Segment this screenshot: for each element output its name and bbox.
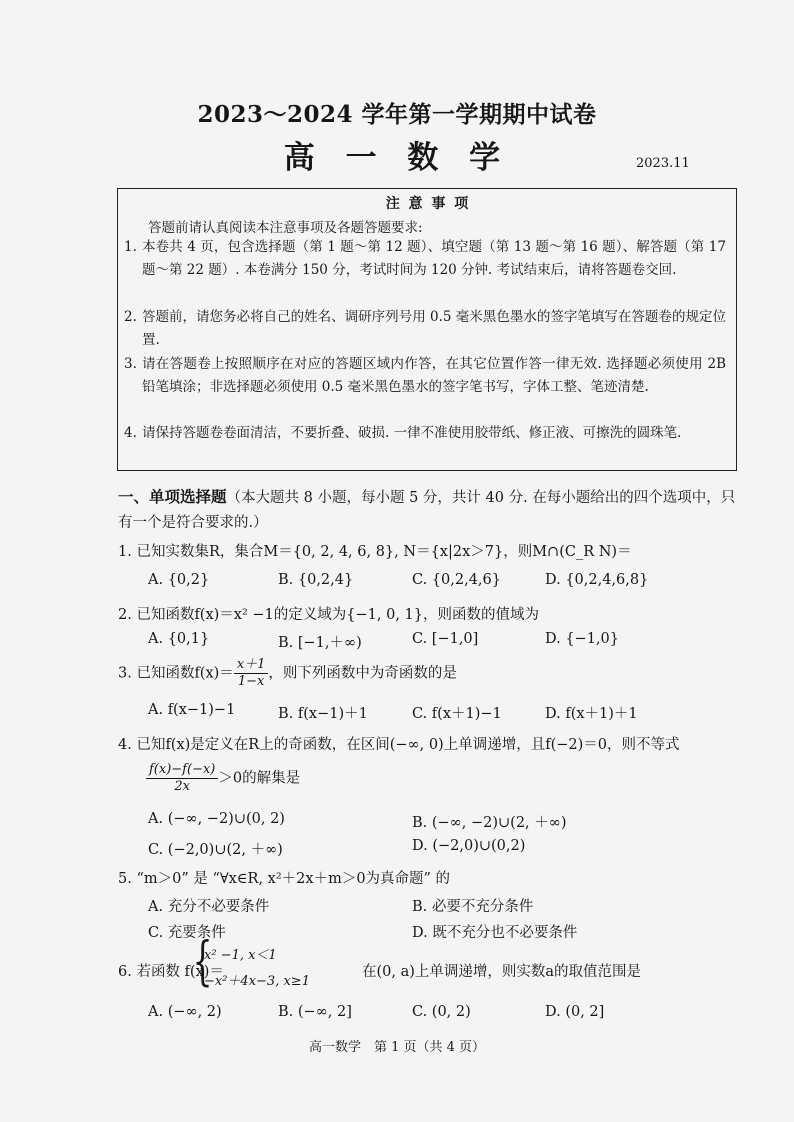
q1-option-a: A. {0,2} — [148, 572, 210, 588]
page-footer: 高一数学 第 1 页（共 4 页） — [308, 1040, 486, 1055]
notice-item-2 — [124, 306, 726, 351]
subject-title: 高 一 数 学 — [283, 140, 511, 176]
section-heading — [118, 484, 738, 536]
brace-icon: { — [192, 932, 213, 992]
q2-option-a: A. {0,1} — [148, 631, 210, 647]
notice-item-text: 请保持答题卷卷面清洁，不要折叠、破损. 一律不准使用胶带纸、修正液、可擦洗的圆珠笔. — [142, 425, 682, 441]
q4-option-b: B. (−∞, −2)∪(2, ＋∞) — [412, 815, 567, 831]
notice-item-3 — [124, 353, 726, 398]
notice-title: 注 意 事 项 — [385, 196, 471, 212]
q3-option-d: D. f(x＋1)＋1 — [545, 706, 638, 722]
q3-fraction — [234, 657, 269, 690]
notice-item-4 — [124, 422, 726, 445]
q3-option-c: C. f(x＋1)−1 — [412, 706, 502, 722]
q6-option-b: B. (−∞, 2] — [278, 1004, 352, 1020]
q3-option-b: B. f(x−1)＋1 — [278, 706, 368, 722]
exam-title: 2023～2024 学年第一学期期中试卷 — [197, 101, 597, 128]
q1-option-d: D. {0,2,4,6,8} — [545, 572, 649, 588]
q6-option-c: C. (0, 2) — [412, 1004, 471, 1020]
q5-option-b: B. 必要不充分条件 — [412, 899, 534, 915]
q3-stem-post: ，则下列函数中为奇函数的是 — [268, 665, 457, 682]
q3-denominator: 1−x — [237, 674, 265, 689]
q5-option-c: C. 充要条件 — [148, 925, 226, 941]
question-6-stem-pre: 6. 若函数 f(x)＝ — [118, 964, 224, 980]
q4-fraction — [146, 762, 218, 795]
notice-item-number: 4. — [124, 425, 137, 441]
q3-numerator: x＋1 — [234, 657, 269, 674]
notice-item-text: 请在答题卷上按照顺序在对应的答题区域内作答，在其它位置作答一律无效. 选择题必须使用 2B 铅笔填涂；非选择题必须使用 0.5 毫米黑色墨水的签字笔书写，字体工整、笔迹清楚. — [142, 356, 726, 395]
question-1-stem: 1. 已知实数集R，集合M＝{0, 2, 4, 6, 8}, N＝{x|2x＞7}，则M∩(C_R N)＝ — [118, 544, 632, 560]
q6-option-d: D. (0, 2] — [545, 1004, 605, 1020]
notice-item-number: 2. — [124, 309, 137, 325]
notice-item-text: 本卷共 4 页，包含选择题（第 1 题～第 12 题）、填空题（第 13 题～第 16 题）、解答题（第 17 题～第 22 题）. 本卷满分 150 分，考试时间为 120 分钟. 考试结束后，请将答题卷交回. — [142, 239, 726, 278]
q6-option-a: A. (−∞, 2) — [148, 1004, 222, 1020]
q2-option-c: C. [−1,0] — [412, 631, 479, 647]
q1-option-b: B. {0,2,4} — [278, 572, 354, 588]
question-6-stem-post: 在(0, a)上单调递增，则实数a的取值范围是 — [362, 964, 642, 980]
q4-option-c: C. (−2,0)∪(2, ＋∞) — [148, 842, 283, 858]
q4-stem-post: ＞0的解集是 — [218, 770, 301, 787]
question-4-stem: 4. 已知f(x)是定义在R上的奇函数，在区间(−∞, 0)上单调递增，且f(−2)＝0，则不等式 — [118, 737, 680, 753]
question-2-stem: 2. 已知函数f(x)＝x² −1的定义域为{−1, 0, 1}，则函数的值域为 — [118, 607, 539, 623]
q4-option-d: D. (−2,0)∪(0,2) — [412, 838, 526, 854]
notice-item-number: 1. — [124, 239, 137, 255]
q6-piece-line-1: x² −1, x＜1 — [204, 948, 277, 963]
q4-denominator: 2x — [174, 779, 190, 794]
q3-stem-pre: 3. 已知函数f(x)＝ — [118, 665, 234, 682]
q1-option-c: C. {0,2,4,6} — [412, 572, 501, 588]
q3-option-a: A. f(x−1)−1 — [148, 702, 236, 718]
q2-option-d: D. {−1,0} — [545, 631, 619, 647]
q4-option-a: A. (−∞, −2)∪(0, 2) — [148, 811, 285, 827]
exam-date: 2023.11 — [636, 156, 690, 171]
notice-item-text: 答题前，请您务必将自己的姓名、调研序列号用 0.5 毫米黑色墨水的签字笔填写在答题卷的规定位置. — [142, 309, 726, 348]
q4-numerator: f(x)−f(−x) — [146, 762, 218, 779]
q6-piecewise-function — [186, 932, 361, 998]
q5-option-a: A. 充分不必要条件 — [148, 899, 270, 915]
question-3-stem — [118, 657, 457, 690]
section-title: 一、单项选择题 — [118, 487, 227, 506]
q2-option-b: B. [−1,＋∞) — [278, 635, 362, 651]
q6-piece-line-2: −x²＋4x−3, x≥1 — [204, 974, 310, 989]
q5-option-d: D. 既不充分也不必要条件 — [412, 925, 578, 941]
question-4-inequality — [146, 762, 300, 795]
notice-item-number: 3. — [124, 356, 137, 372]
section-desc: （本大题共 8 小题，每小题 5 分，共计 40 分. 在每小题给出的四个选项中，只有一个是符合要求的.） — [118, 490, 736, 531]
notice-intro: 答题前请认真阅读本注意事项及各题答题要求: — [148, 220, 423, 236]
question-5-stem: 5. “m＞0” 是 “∀x∈R, x²＋2x＋m＞0为真命题” 的 — [118, 871, 451, 887]
notice-box — [117, 188, 737, 471]
notice-item-1 — [124, 236, 726, 281]
